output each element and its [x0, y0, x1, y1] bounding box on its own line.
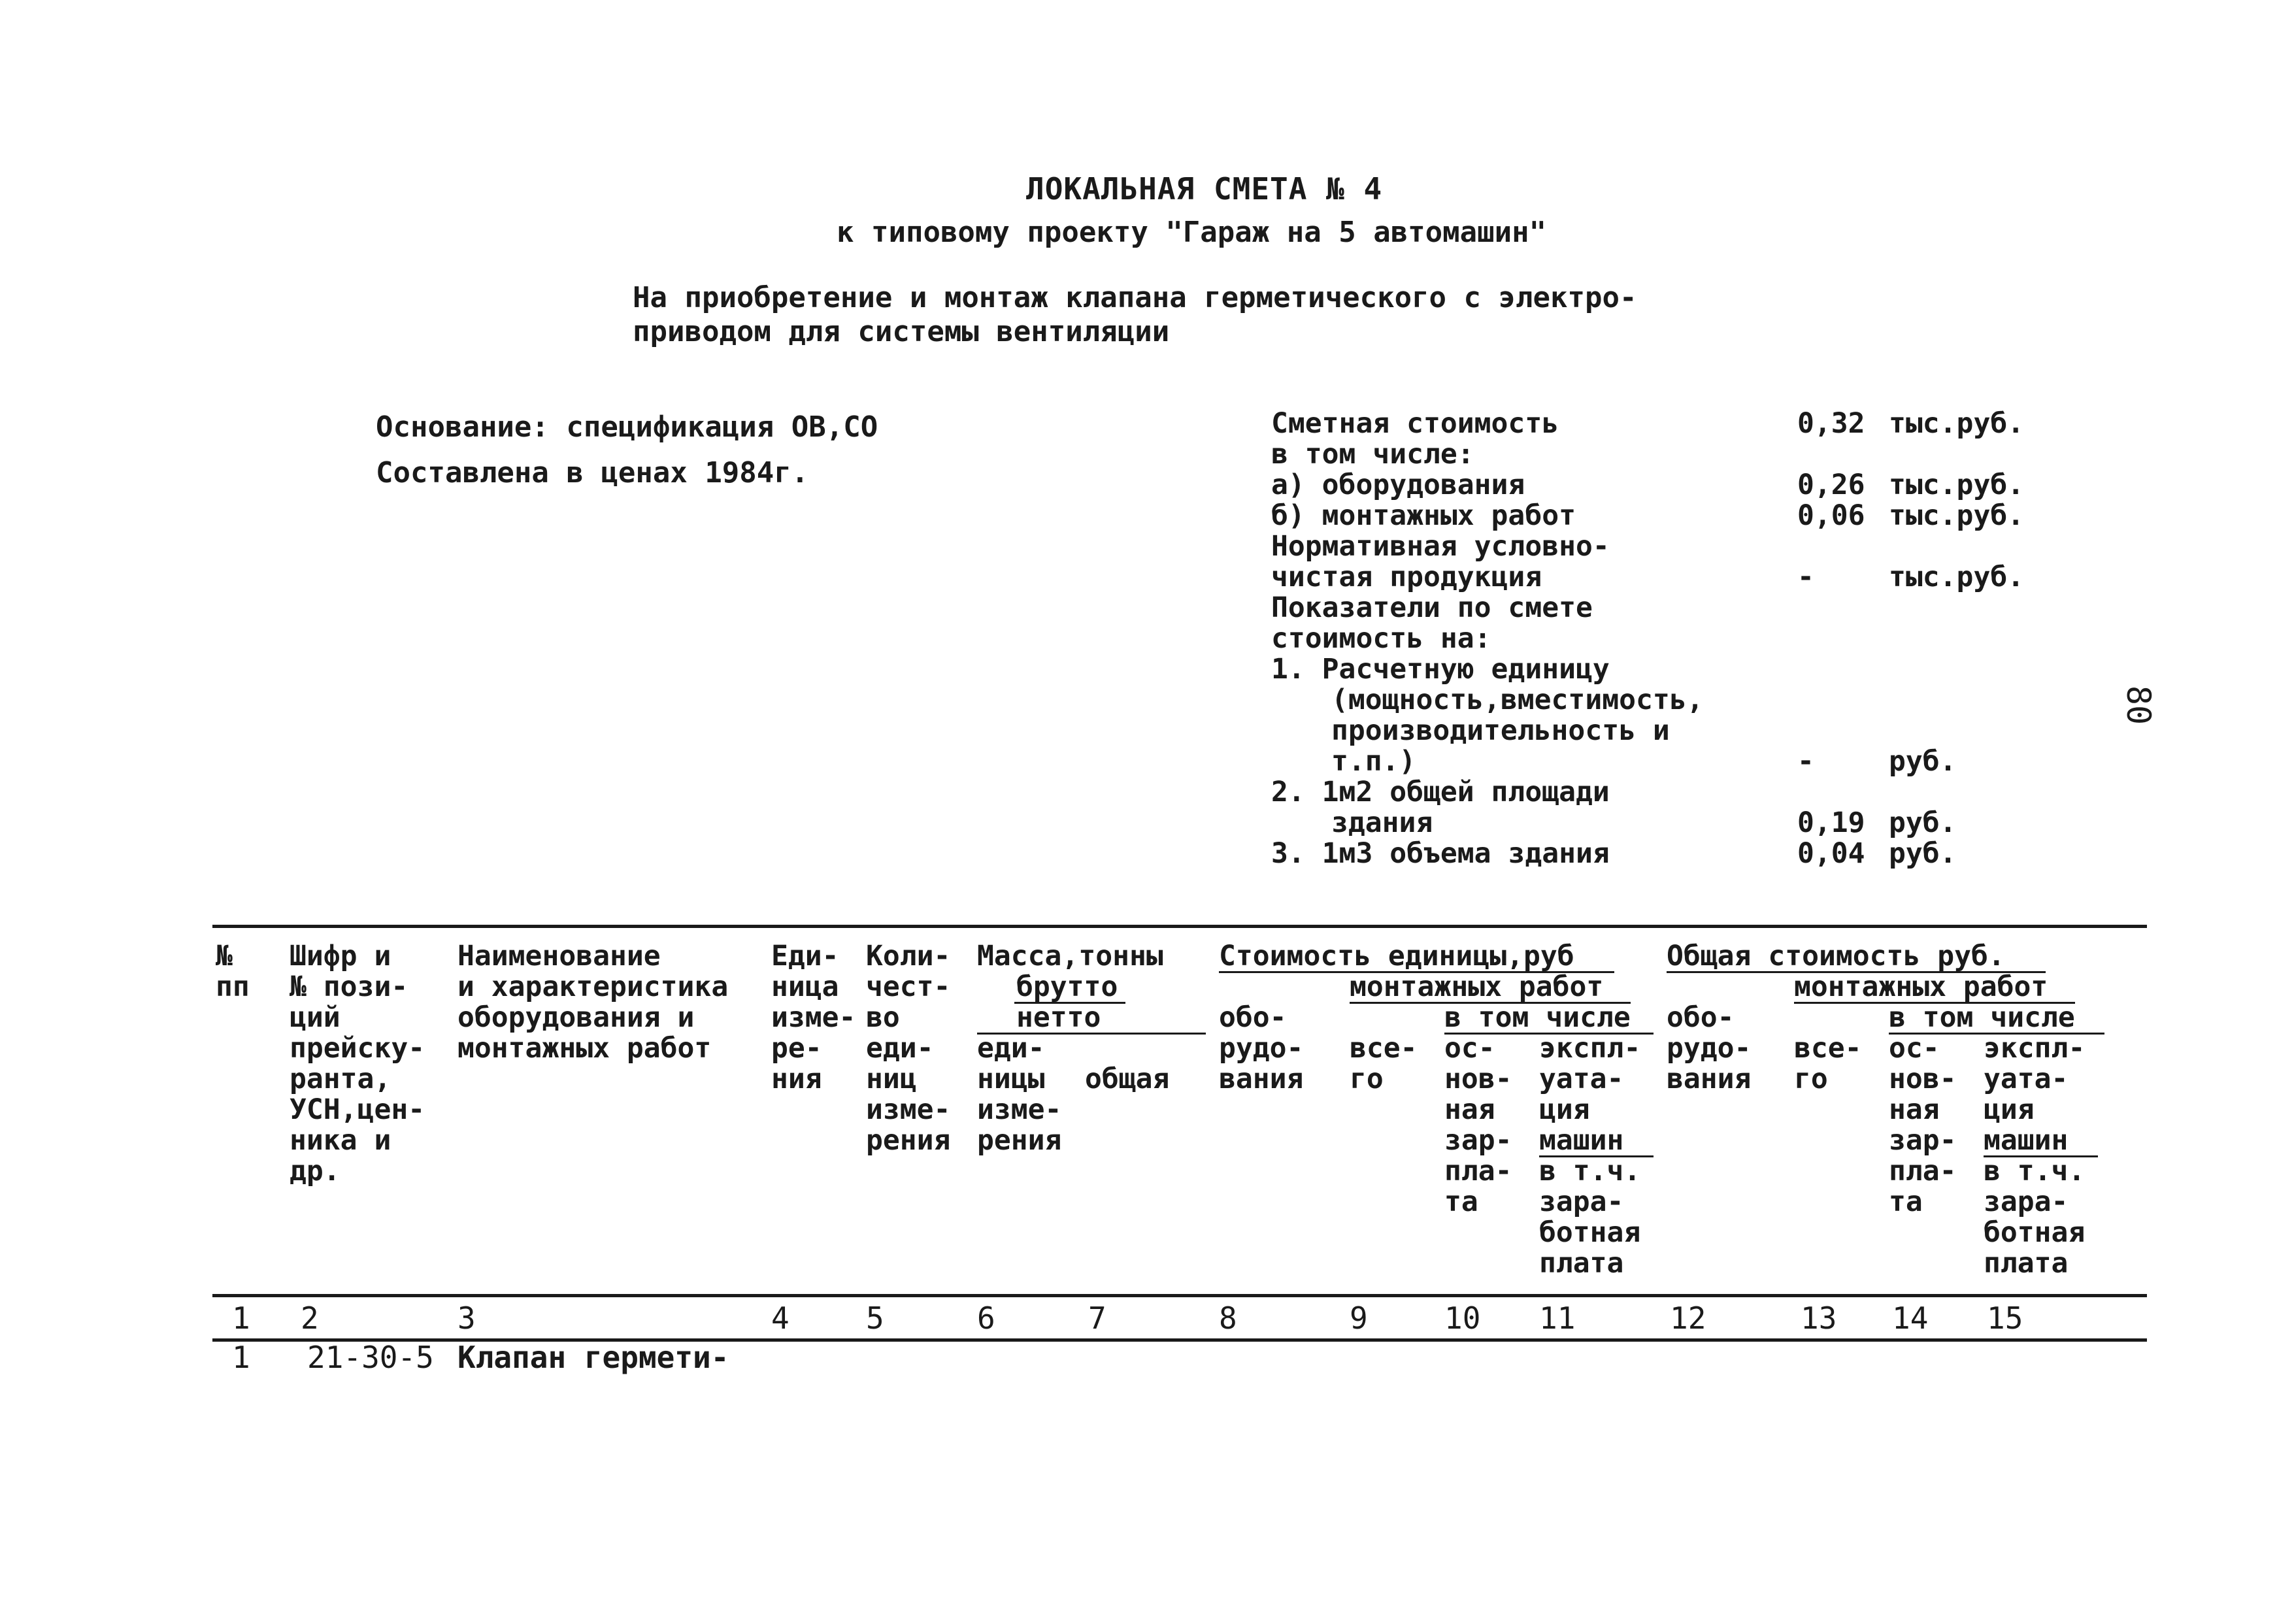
header-machines-unit: экспл- уата- ция машин — [1539, 1032, 1641, 1157]
summary-label: в том числе: — [1271, 438, 1474, 471]
header-mass-group: Масса,тонны — [977, 940, 1163, 972]
summary-row — [1271, 838, 2055, 869]
header-equip-unit: обо- рудо- вания — [1219, 1001, 1304, 1095]
header-install-group-2: монтажных работ — [1794, 970, 2048, 1003]
colnum: 12 — [1670, 1301, 1706, 1336]
header-incl-group-1: в том числе — [1444, 1001, 1631, 1034]
header-unit-cost-group: Стоимость единицы,руб — [1219, 940, 1574, 972]
summary-label: а) оборудования — [1271, 469, 1525, 501]
summary-row — [1271, 685, 2055, 716]
header-bottom-rule — [212, 1294, 2147, 1297]
header-machines-total: экспл- уата- ция машин — [1984, 1032, 2086, 1157]
colnum: 7 — [1088, 1301, 1106, 1336]
colnum: 9 — [1350, 1301, 1368, 1336]
summary-value: 0,26 — [1797, 469, 1865, 501]
header-mass-total: общая — [1085, 1063, 1170, 1095]
summary-row — [1271, 623, 2055, 654]
summary-value: 0,06 — [1797, 499, 1865, 532]
summary-row — [1271, 654, 2055, 685]
header-machines-wages-total: в т.ч. зара- ботная плата — [1984, 1155, 2086, 1280]
colnum: 6 — [977, 1301, 995, 1336]
page-number: 80 — [2119, 685, 2158, 725]
summary-unit: руб. — [1889, 837, 1957, 870]
summary-label: производительность и — [1331, 714, 1670, 747]
cost-summary — [1271, 408, 2055, 869]
summary-label: 2. 1м2 общей площади — [1271, 776, 1610, 808]
header-mass-unit: еди- ницы изме- рения — [977, 1032, 1062, 1157]
summary-row — [1271, 777, 2055, 808]
colnum: 8 — [1219, 1301, 1237, 1336]
summary-value: 0,32 — [1797, 407, 1865, 440]
colnum: 11 — [1539, 1301, 1576, 1336]
header-install-total-unit: все- го — [1350, 1032, 1418, 1095]
summary-label: чистая продукция — [1271, 561, 1542, 593]
basis-line-2: Составлена в ценах 1984г. — [376, 456, 809, 489]
summary-value: 0,19 — [1797, 806, 1865, 839]
header-num: № пп — [216, 940, 250, 1003]
colnum: 10 — [1444, 1301, 1481, 1336]
table-top-rule — [212, 925, 2147, 928]
colnum: 1 — [232, 1301, 250, 1336]
summary-unit: тыс.руб. — [1889, 499, 2025, 532]
purpose-block — [633, 281, 1637, 349]
colnum: 3 — [457, 1301, 476, 1336]
row-num: 1 — [232, 1340, 250, 1375]
summary-row — [1271, 716, 2055, 746]
colnum: 2 — [301, 1301, 319, 1336]
summary-row — [1271, 408, 2055, 439]
purpose-line-1: На приобретение и монтаж клапана герметического с электро- — [633, 281, 1637, 314]
summary-row — [1271, 501, 2055, 531]
header-qty: Коли- чест- во — [866, 940, 951, 1034]
summary-row — [1271, 531, 2055, 562]
summary-unit: руб. — [1889, 806, 1957, 839]
header-mass-brutto: брутто — [1016, 970, 1118, 1003]
colnum: 4 — [771, 1301, 790, 1336]
summary-unit: тыс.руб. — [1889, 407, 2025, 440]
summary-label: 3. 1м3 объема здания — [1271, 837, 1610, 870]
header-unit: Еди- ница изме- ре- ния — [771, 940, 856, 1095]
summary-label: (мощность,вместимость, — [1331, 684, 1704, 716]
summary-label: стоимость на: — [1271, 622, 1491, 655]
header-name: Наименование и характеристика оборудования и монтажных работ — [457, 940, 729, 1065]
header-code: Шифр и № пози- ций прейску- ранта, УСН,цен- ника и др. — [290, 940, 425, 1187]
summary-unit: руб. — [1889, 745, 1957, 778]
row-code: 21-30-5 — [307, 1340, 434, 1375]
summary-value: 0,04 — [1797, 837, 1865, 870]
purpose-line-2: приводом для системы вентиляции — [633, 315, 1170, 348]
colnum: 5 — [866, 1301, 884, 1336]
summary-unit: тыс.руб. — [1889, 469, 2025, 501]
header-qty-unit: еди- ниц изме- рения — [866, 1032, 951, 1157]
summary-label: Сметная стоимость — [1271, 407, 1559, 440]
summary-row — [1271, 470, 2055, 501]
summary-label: 1. Расчетную единицу — [1271, 653, 1610, 686]
summary-row — [1271, 562, 2055, 593]
summary-label: Показатели по смете — [1271, 591, 1593, 624]
summary-value: - — [1797, 561, 1814, 593]
header-install-total: все- го — [1794, 1032, 1862, 1095]
header-install-group-1: монтажных работ — [1350, 970, 1604, 1003]
colnum: 14 — [1892, 1301, 1929, 1336]
header-incl-group-2: в том числе — [1889, 1001, 2075, 1034]
document-title: ЛОКАЛЬНАЯ СМЕТА № 4 — [1026, 171, 1383, 207]
summary-label: Нормативная условно- — [1271, 530, 1610, 563]
header-mass-netto: нетто — [1016, 1001, 1101, 1034]
header-wages-unit: ос- нов- ная зар- пла- та — [1444, 1032, 1512, 1218]
summary-unit: тыс.руб. — [1889, 561, 2025, 593]
header-total-cost-group: Общая стоимость руб. — [1667, 940, 2005, 972]
summary-label: т.п.) — [1331, 745, 1416, 778]
summary-row — [1271, 808, 2055, 838]
project-line: к типовому проекту "Гараж на 5 автомашин" — [837, 216, 1547, 249]
row-name: Клапан гермети- — [457, 1340, 729, 1375]
summary-value: - — [1797, 745, 1814, 778]
header-equip-total: обо- рудо- вания — [1667, 1001, 1752, 1095]
summary-label: б) монтажных работ — [1271, 499, 1576, 532]
summary-row — [1271, 593, 2055, 623]
summary-row — [1271, 746, 2055, 777]
summary-label: здания — [1331, 806, 1433, 839]
summary-row — [1271, 439, 2055, 470]
basis-line-1: Основание: спецификация ОВ,СО — [376, 410, 878, 444]
colnum: 13 — [1801, 1301, 1837, 1336]
colnum: 15 — [1987, 1301, 2023, 1336]
header-wages-total: ос- нов- ная зар- пла- та — [1889, 1032, 1957, 1218]
header-machines-wages-unit: в т.ч. зара- ботная плата — [1539, 1155, 1641, 1280]
